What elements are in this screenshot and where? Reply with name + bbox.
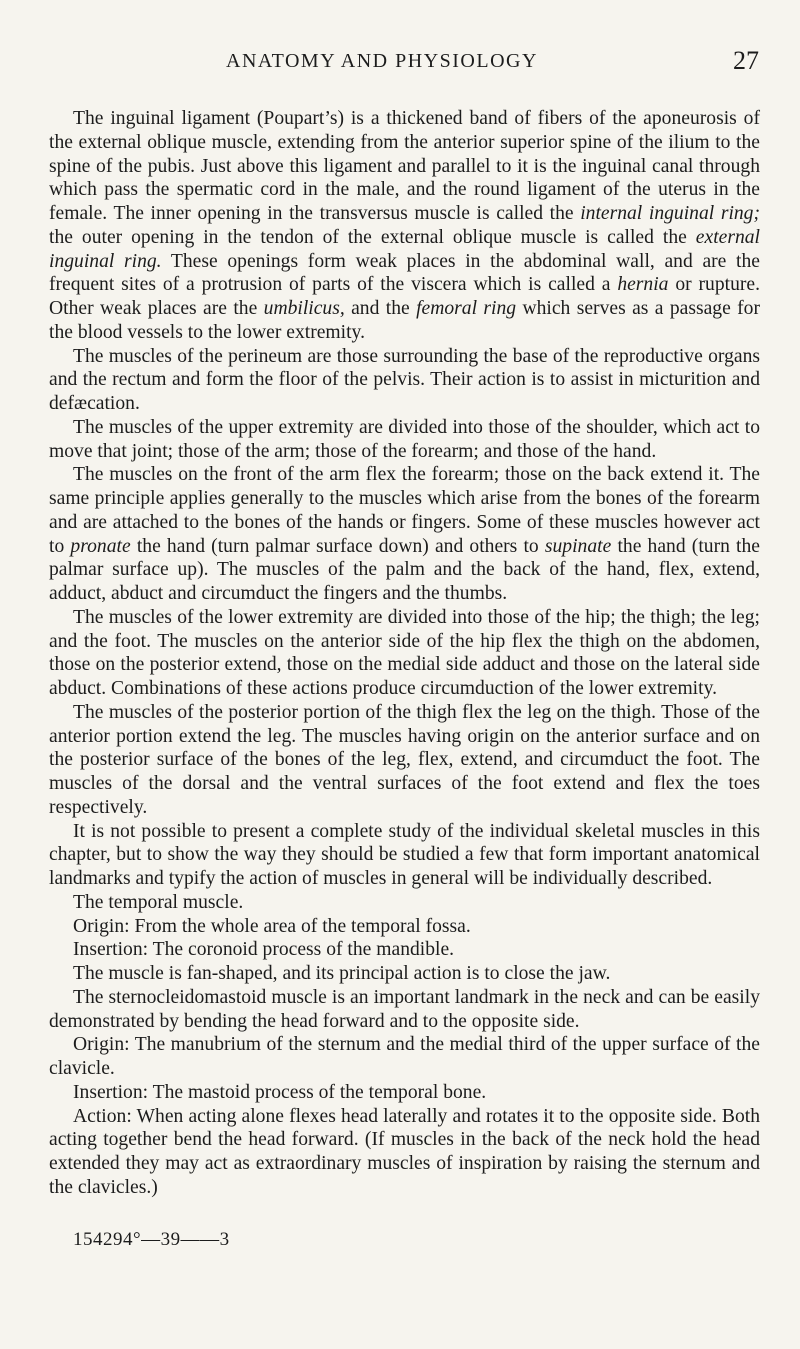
paragraph	[49, 915, 760, 939]
text-run: The muscles of the upper extremity are divided into those of the shoulder, which act to move that joint; those of the arm; those of the forearm; and those of the hand.	[49, 416, 760, 462]
italic-term: external inguinal ring.	[49, 226, 760, 272]
text-run: The muscles of the lower extremity are divided into those of the hip; the thigh; the leg; and the foot. The muscles on the anterior side of the hip flex the thigh on the abdomen, those on the posterior extend, those on the medial side adduct and those on the lateral side abduct. Combinations of these actions produce circumduction of the lower extremity.	[49, 606, 760, 699]
paragraph	[49, 416, 760, 464]
italic-term: femoral ring	[416, 298, 517, 319]
paragraph	[49, 701, 760, 820]
text-run: The muscles of the posterior portion of the thigh flex the leg on the thigh. Those of the anterior portion extend the leg. The muscles having origin on the anterior surface and on the posterior surface of the bones of the leg, flex, extend, and circumduct the foot. The muscles of the dorsal and the ventral surfaces of the foot extend and flex the toes respectively.	[49, 701, 760, 818]
italic-term: umbilicus,	[263, 298, 345, 319]
paragraph	[49, 891, 760, 915]
text-run: Origin: From the whole area of the temporal fossa.	[73, 915, 471, 937]
text-run: The temporal muscle.	[73, 891, 244, 913]
paragraph	[49, 463, 760, 606]
text-run: The sternocleidomastoid muscle is an important landmark in the neck and can be easily demonstrated by bending the head forward and to the opposite side.	[49, 986, 760, 1032]
page-header	[0, 46, 800, 80]
text-run: It is not possible to present a complete study of the individual skeletal muscles in this chapter, but to show the way they should be studied a few that form important anatomical landmarks and typify the action of muscles in general will be individually described.	[49, 820, 760, 889]
text-run: These openings form weak places in the abdominal wall, and are the frequent sites of a protrusion of parts of the viscera which is called a	[49, 250, 760, 296]
italic-term: supinate	[544, 535, 612, 557]
italic-term: hernia	[617, 274, 669, 296]
paragraph	[49, 938, 760, 962]
text-run: The muscles on the front of the arm flex the forearm; those on the back extend it. The same principle applies generally to the muscles which arise from the bones of the forearm and are attached to the bones of the hands or fingers. Some of these muscles however act to	[49, 464, 760, 557]
running-head: ANATOMY AND PHYSIOLOGY	[226, 50, 538, 72]
paragraph	[49, 1105, 760, 1200]
text-run: The inguinal ligament (Poupart’s) is a thickened band of fibers of the aponeurosis of the external oblique muscle, extending from the anterior superior spine of the ilium to the spine of the pubis. Just above this ligament and parallel to it is the inguinal canal through which pass the spermatic cord in the male, and the round ligament of the uterus in the female. The inner opening in the transversus muscle is called the	[49, 108, 760, 224]
text-run: Insertion: The coronoid process of the mandible.	[73, 939, 455, 961]
paragraph	[49, 1033, 760, 1081]
text-run: which serves as a passage for the blood vessels to the lower extremity.	[49, 298, 760, 343]
text-run: the hand (turn palmar surface down) and others to	[130, 535, 545, 557]
text-run: Action: When acting alone flexes head laterally and rotates it to the opposite side. Both acting together bend the head forward. (If muscles in the back of the neck hold the head extended they may act as extraordinary muscles of inspiration by raising the sternum and the clavicles.)	[49, 1105, 760, 1198]
body-text	[49, 107, 760, 1200]
text-run: and the	[344, 298, 417, 319]
paragraph	[49, 820, 760, 891]
paragraph	[49, 606, 760, 701]
text-run: the hand (turn the palmar surface up). The muscles of the palm and the back of the hand, flex, extend, adduct, abduct and circumduct the fingers and the thumbs.	[49, 535, 760, 604]
text-run: the outer opening in the tendon of the external oblique muscle is called the	[49, 226, 696, 248]
text-run: Insertion: The mastoid process of the temporal bone.	[73, 1081, 487, 1103]
text-run: or rupture. Other weak places are the	[49, 274, 760, 319]
printer-signature: 154294°—39——3	[73, 1229, 230, 1250]
italic-term: pronate	[70, 535, 131, 557]
page-number: 27	[733, 46, 759, 75]
paragraph	[49, 345, 760, 416]
paragraph	[49, 962, 760, 986]
text-run: The muscle is fan-shaped, and its principal action is to close the jaw.	[73, 963, 611, 984]
italic-term: internal inguinal ring;	[580, 203, 761, 224]
paragraph	[49, 986, 760, 1034]
paragraph	[49, 1081, 760, 1105]
text-run: Origin: The manubrium of the sternum and the medial third of the upper surface of the clavicle.	[49, 1034, 760, 1079]
text-run: The muscles of the perineum are those surrounding the base of the reproductive organs and the rectum and form the floor of the pelvis. Their action is to assist in micturition and defæcation.	[49, 345, 760, 414]
paragraph	[49, 107, 760, 345]
